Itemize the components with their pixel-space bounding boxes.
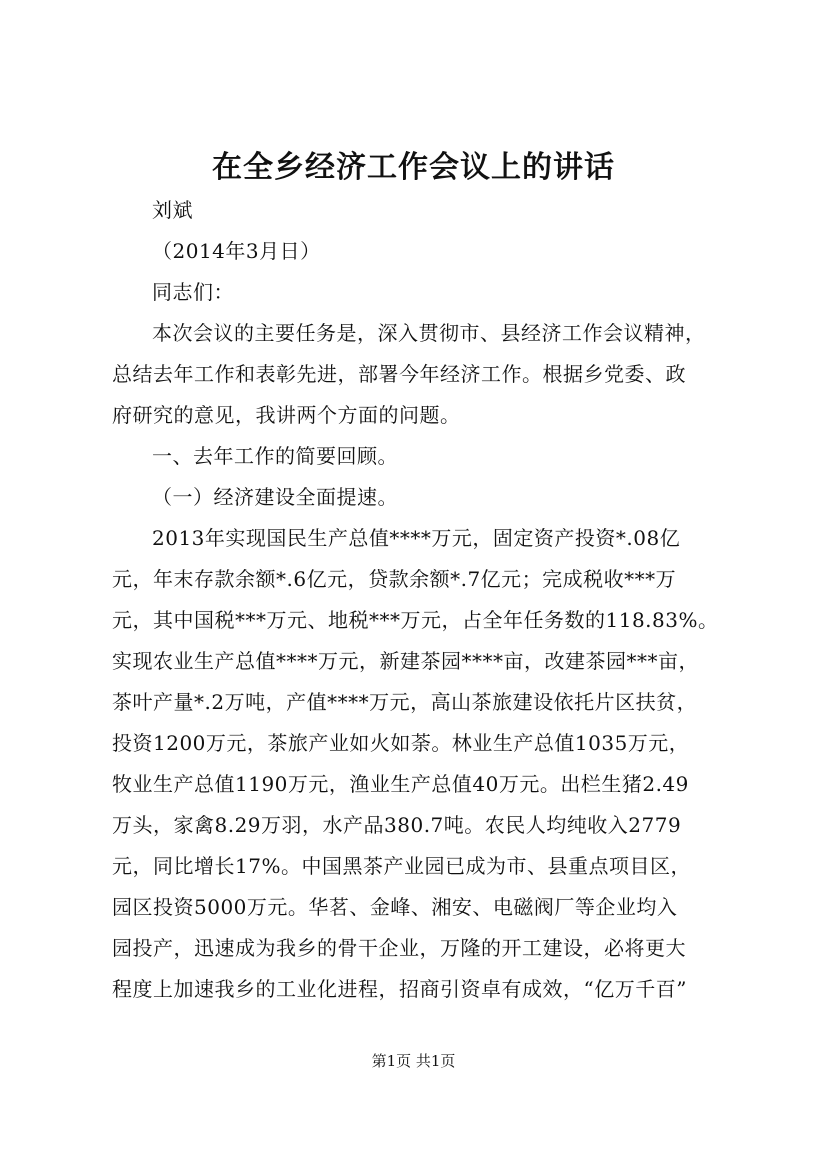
author-line: 刘斌	[152, 198, 193, 222]
body-line: 茶叶产量*.2万吨，产值****万元，高山茶旅建设依托片区扶贫，	[112, 690, 698, 714]
body-line: 园区投资5000万元。华茗、金峰、湘安、电磁阀厂等企业均入	[112, 895, 678, 919]
body-line: 万头，家禽8.29万羽，水产品380.7吨。农民人均纯收入2779	[112, 813, 682, 837]
body-line: 牧业生产总值1190万元，渔业生产总值40万元。出栏生猪2.49	[112, 772, 689, 796]
body-line: 元，同比增长17%。中国黑茶产业园已成为市、县重点项目区，	[112, 854, 691, 878]
salutation-line: 同志们：	[152, 280, 234, 304]
body-line: 园投产，迅速成为我乡的骨干企业，万隆的开工建设，必将更大	[112, 936, 686, 960]
date-line: （2014年3月日）	[152, 239, 321, 263]
document-body	[112, 190, 742, 1010]
page-number-footer: 第1页 共1页	[371, 1052, 456, 1070]
body-line: 元，其中国税***万元、地税***万元，占全年任务数的118.83%。	[112, 608, 719, 632]
body-line: 本次会议的主要任务是，深入贯彻市、县经济工作会议精神，	[152, 321, 706, 345]
body-line: 2013年实现国民生产总值****万元，固定资产投资*.08亿	[152, 526, 681, 550]
body-line: 投资1200万元，茶旅产业如火如荼。林业生产总值1035万元，	[112, 731, 690, 755]
body-line: 总结去年工作和表彰先进，部署今年经济工作。根据乡党委、政	[112, 362, 686, 386]
body-line: 程度上加速我乡的工业化进程，招商引资卓有成效，“亿万千百”	[112, 977, 687, 1001]
body-line: 实现农业生产总值****万元，新建茶园****亩，改建茶园***亩，	[112, 649, 699, 673]
section-heading: 一、去年工作的简要回顾。	[152, 444, 398, 468]
subsection-heading: （一）经济建设全面提速。	[152, 485, 398, 509]
body-line: 元，年末存款余额*.6亿元，贷款余额*.7亿元；完成税收***万	[112, 567, 677, 591]
body-line: 府研究的意见，我讲两个方面的问题。	[112, 403, 461, 427]
document-title: 在全乡经济工作会议上的讲话	[212, 150, 615, 185]
